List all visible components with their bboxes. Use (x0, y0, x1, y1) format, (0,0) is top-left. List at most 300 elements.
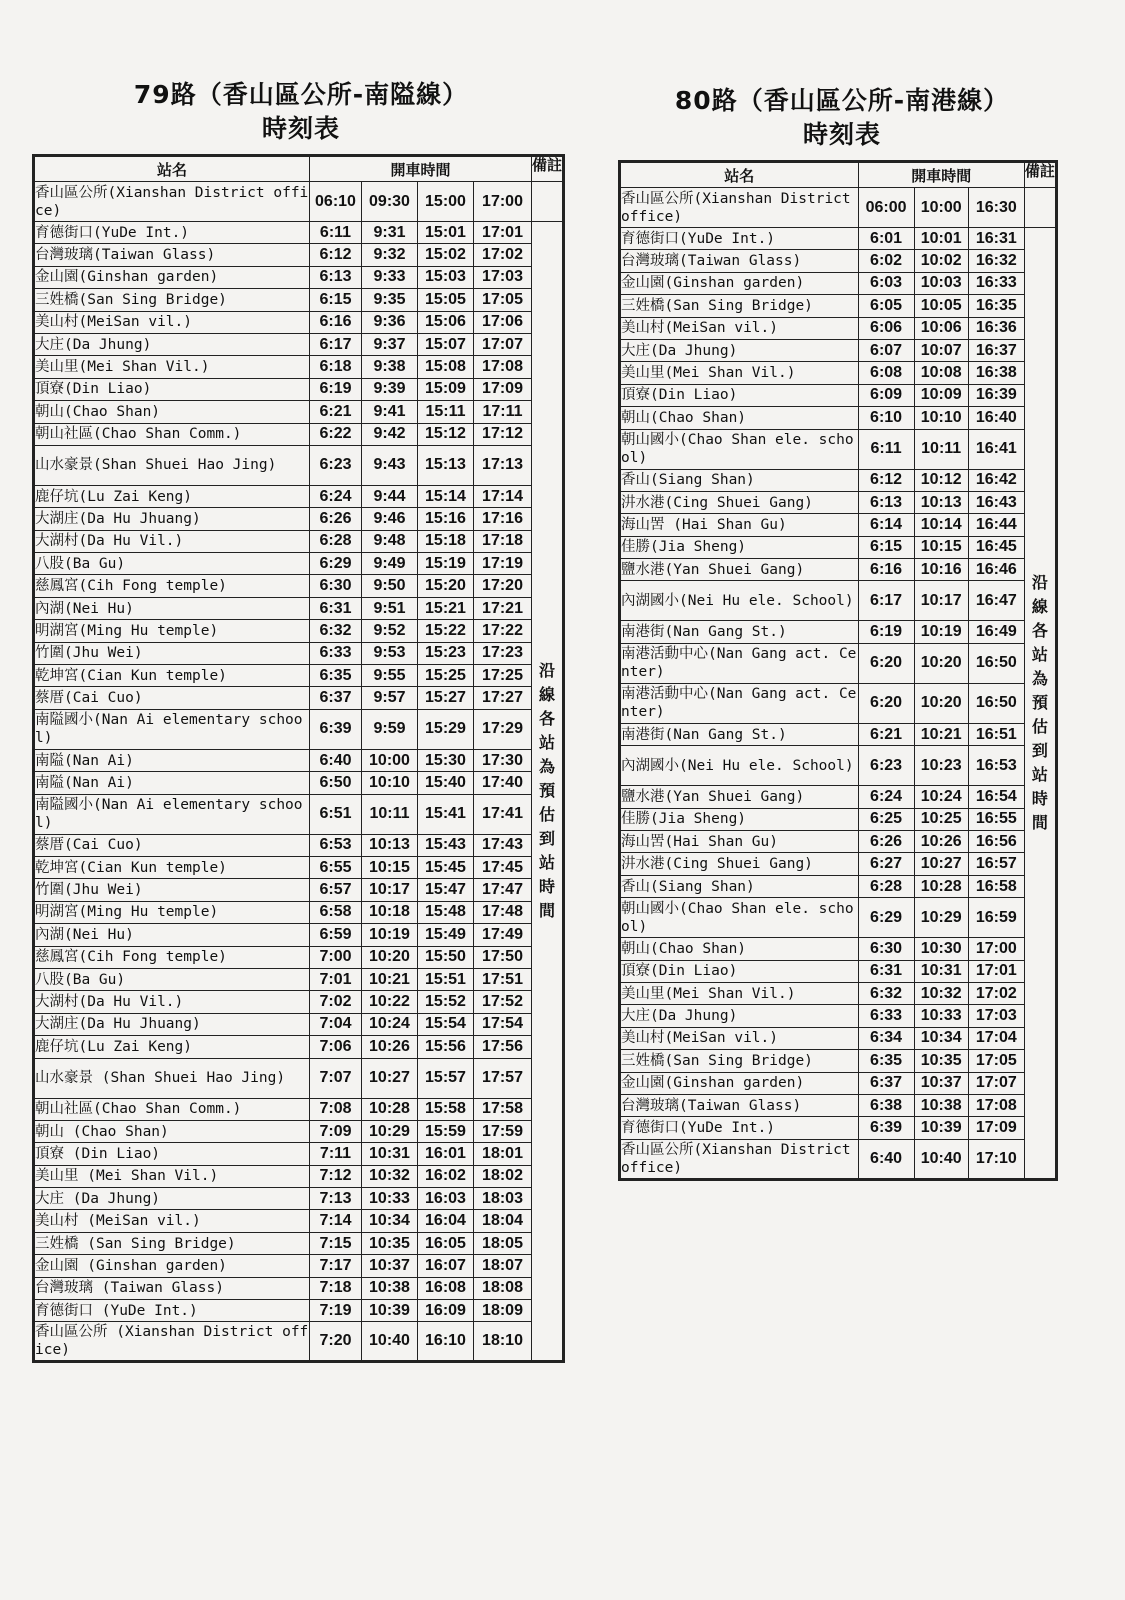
departure-time: 10:13 (914, 491, 968, 513)
departure-time: 7:17 (310, 1255, 362, 1277)
route79-timetable (32, 154, 565, 1363)
departure-time: 6:35 (310, 665, 362, 687)
departure-time: 10:28 (914, 875, 968, 897)
departure-time: 10:29 (914, 898, 968, 938)
departure-time: 17:45 (474, 856, 532, 878)
departure-time: 10:35 (914, 1050, 968, 1072)
timetable-row (620, 1027, 1057, 1049)
departure-time: 15:27 (418, 687, 474, 709)
departure-time: 15:43 (418, 834, 474, 856)
departure-time: 16:09 (418, 1300, 474, 1322)
departure-time: 10:39 (362, 1300, 418, 1322)
departure-time: 15:05 (418, 289, 474, 311)
departure-time: 17:05 (474, 289, 532, 311)
departure-time: 18:01 (474, 1143, 532, 1165)
timetable-row (34, 1300, 564, 1322)
departure-time: 16:33 (968, 272, 1024, 294)
departure-time: 15:08 (418, 356, 474, 378)
departure-time: 6:19 (310, 378, 362, 400)
timetable-row (620, 362, 1057, 384)
departure-time: 16:36 (968, 317, 1024, 339)
departure-time: 10:35 (362, 1232, 418, 1254)
departure-time: 10:24 (362, 1013, 418, 1035)
departure-time: 6:37 (858, 1072, 914, 1094)
departure-time: 16:59 (968, 898, 1024, 938)
station-name: 香山(Siang Shan) (620, 469, 859, 491)
departure-time: 6:31 (310, 597, 362, 619)
departure-time: 10:19 (362, 924, 418, 946)
departure-time: 17:40 (474, 772, 532, 794)
departure-time: 10:31 (362, 1143, 418, 1165)
departure-time: 6:53 (310, 834, 362, 856)
departure-time: 10:21 (362, 968, 418, 990)
departure-time: 6:09 (858, 384, 914, 406)
departure-time: 6:57 (310, 879, 362, 901)
departure-time: 17:21 (474, 597, 532, 619)
departure-time: 17:59 (474, 1120, 532, 1142)
station-name: 朝山國小(Chao Shan ele. school) (620, 898, 859, 938)
departure-time: 6:23 (858, 746, 914, 786)
departure-time: 7:11 (310, 1143, 362, 1165)
station-name: 明湖宮(Ming Hu temple) (34, 620, 310, 642)
departure-time: 17:02 (968, 982, 1024, 1004)
departure-time: 16:32 (968, 250, 1024, 272)
station-name: 大湖村(Da Hu Vil.) (34, 991, 310, 1013)
departure-time: 16:46 (968, 559, 1024, 581)
note-text: 沿線各站為預估到站時間 (1031, 572, 1048, 832)
departure-time: 7:14 (310, 1210, 362, 1232)
timetable-row (620, 272, 1057, 294)
departure-time: 15:59 (418, 1120, 474, 1142)
departure-time: 15:22 (418, 620, 474, 642)
departure-time: 16:47 (968, 581, 1024, 621)
departure-time: 16:43 (968, 491, 1024, 513)
departure-time: 17:00 (968, 938, 1024, 960)
timetable-row (34, 222, 564, 244)
station-name: 鹽水港(Yan Shuei Gang) (620, 786, 859, 808)
station-name: 金山園 (Ginshan garden) (34, 1255, 310, 1277)
departure-time: 16:50 (968, 683, 1024, 723)
station-name: 香山區公所(Xianshan District office) (620, 1139, 859, 1179)
departure-time: 17:14 (474, 485, 532, 507)
departure-time: 15:47 (418, 879, 474, 901)
departure-time: 16:41 (968, 429, 1024, 469)
station-name: 頂寮(Din Liao) (620, 384, 859, 406)
timetable-row (620, 317, 1057, 339)
timetable-row (34, 485, 564, 507)
departure-time: 6:20 (858, 683, 914, 723)
timetable-row (620, 938, 1057, 960)
station-name: 金山園(Ginshan garden) (620, 272, 859, 294)
station-name: 鹿仔坑(Lu Zai Keng) (34, 1036, 310, 1058)
station-name: 香山區公所(Xianshan District office) (34, 182, 310, 222)
departure-time: 10:10 (362, 772, 418, 794)
station-name: 美山里 (Mei Shan Vil.) (34, 1165, 310, 1187)
departure-time: 16:42 (968, 469, 1024, 491)
timetable-row (34, 289, 564, 311)
timetable-row (34, 749, 564, 771)
departure-time: 9:52 (362, 620, 418, 642)
station-name: 南港活動中心(Nan Gang act. Center) (620, 643, 859, 683)
departure-time: 7:15 (310, 1232, 362, 1254)
timetable-row (620, 536, 1057, 558)
station-name: 美山村(MeiSan vil.) (34, 311, 310, 333)
timetable-row (34, 687, 564, 709)
station-name: 頂寮(Din Liao) (620, 960, 859, 982)
departure-time: 10:00 (362, 749, 418, 771)
departure-time: 6:10 (858, 407, 914, 429)
departure-time: 6:26 (858, 831, 914, 853)
timetable-row (620, 683, 1057, 723)
departure-time: 7:04 (310, 1013, 362, 1035)
departure-time: 16:51 (968, 723, 1024, 745)
departure-time: 17:04 (968, 1027, 1024, 1049)
departure-time: 10:01 (914, 228, 968, 250)
departure-time: 10:11 (914, 429, 968, 469)
station-name: 育德街口 (YuDe Int.) (34, 1300, 310, 1322)
station-name: 育德街口(YuDe Int.) (620, 1117, 859, 1139)
station-name: 美山里(Mei Shan Vil.) (620, 362, 859, 384)
station-name: 明湖宮(Ming Hu temple) (34, 901, 310, 923)
timetable-row (34, 642, 564, 664)
departure-time: 9:37 (362, 333, 418, 355)
departure-time: 9:39 (362, 378, 418, 400)
station-name: 南港街(Nan Gang St.) (620, 723, 859, 745)
departure-time: 10:24 (914, 786, 968, 808)
departure-time: 17:27 (474, 687, 532, 709)
timetable-row (620, 621, 1057, 643)
departure-time: 10:07 (914, 339, 968, 361)
departure-time: 6:17 (858, 581, 914, 621)
timetable-row (620, 514, 1057, 536)
timetable-row (34, 901, 564, 923)
departure-time: 17:51 (474, 968, 532, 990)
note-text: 沿線各站為預估到站時間 (539, 661, 556, 921)
timetable-row (34, 946, 564, 968)
timetable-row (620, 1005, 1057, 1027)
timetable-row (620, 228, 1057, 250)
departure-time: 6:35 (858, 1050, 914, 1072)
station-name: 南隘國小(Nan Ai elementary school) (34, 709, 310, 749)
station-name: 金山園(Ginshan garden) (620, 1072, 859, 1094)
timetable-row (34, 553, 564, 575)
departure-time: 16:40 (968, 407, 1024, 429)
departure-time: 6:59 (310, 924, 362, 946)
timetable-row (620, 960, 1057, 982)
station-name: 慈鳳宮(Cih Fong temple) (34, 575, 310, 597)
departure-time: 18:05 (474, 1232, 532, 1254)
departure-time: 6:15 (310, 289, 362, 311)
station-name: 朝山(Chao Shan) (620, 938, 859, 960)
departure-time: 10:40 (362, 1322, 418, 1362)
departure-time: 10:28 (362, 1098, 418, 1120)
timetable-row (34, 1120, 564, 1142)
departure-time: 9:51 (362, 597, 418, 619)
departure-time: 9:36 (362, 311, 418, 333)
departure-time: 10:23 (914, 746, 968, 786)
station-name: 大湖庄(Da Hu Jhuang) (34, 1013, 310, 1035)
departure-time: 16:08 (418, 1277, 474, 1299)
station-name: 竹圍(Jhu Wei) (34, 879, 310, 901)
station-name: 南隘(Nan Ai) (34, 772, 310, 794)
departure-time: 10:37 (362, 1255, 418, 1277)
departure-time: 6:28 (858, 875, 914, 897)
departure-time: 10:10 (914, 407, 968, 429)
departure-time: 17:25 (474, 665, 532, 687)
route80-subtitle: 時刻表 (802, 120, 881, 149)
departure-time: 10:33 (362, 1188, 418, 1210)
departure-time: 17:10 (968, 1139, 1024, 1179)
departure-time: 9:53 (362, 642, 418, 664)
timetable-row (620, 1072, 1057, 1094)
timetable-row (34, 1143, 564, 1165)
station-name: 朝山(Chao Shan) (34, 401, 310, 423)
departure-time: 17:58 (474, 1098, 532, 1120)
station-name: 內湖(Nei Hu) (34, 597, 310, 619)
departure-time: 15:51 (418, 968, 474, 990)
departure-time: 17:52 (474, 991, 532, 1013)
timetable-row (620, 429, 1057, 469)
route80-title-block (618, 84, 1066, 152)
departure-time: 15:06 (418, 311, 474, 333)
station-name: 竹圍(Jhu Wei) (34, 642, 310, 664)
departure-time: 15:01 (418, 222, 474, 244)
departure-time: 6:15 (858, 536, 914, 558)
departure-time: 15:40 (418, 772, 474, 794)
departure-time: 6:31 (858, 960, 914, 982)
departure-time: 9:32 (362, 244, 418, 266)
departure-time: 10:27 (362, 1058, 418, 1098)
departure-time: 7:13 (310, 1188, 362, 1210)
timetable-row (620, 491, 1057, 513)
departure-time: 9:59 (362, 709, 418, 749)
departure-time: 10:16 (914, 559, 968, 581)
departure-time: 6:29 (310, 553, 362, 575)
departure-time: 10:29 (362, 1120, 418, 1142)
estimated-arrival-note (1024, 228, 1056, 1180)
departure-time: 18:04 (474, 1210, 532, 1232)
departure-time: 15:16 (418, 508, 474, 530)
station-name: 朝山國小(Chao Shan ele. school) (620, 429, 859, 469)
departure-time: 15:48 (418, 901, 474, 923)
departure-time: 17:06 (474, 311, 532, 333)
departure-time: 9:41 (362, 401, 418, 423)
departure-time: 6:12 (858, 469, 914, 491)
timetable-row (34, 244, 564, 266)
departure-time: 16:05 (418, 1232, 474, 1254)
departure-time: 16:02 (418, 1165, 474, 1187)
departure-time: 10:32 (914, 982, 968, 1004)
departure-time: 17:30 (474, 749, 532, 771)
departure-time: 16:04 (418, 1210, 474, 1232)
departure-time: 6:20 (858, 643, 914, 683)
departure-time: 6:39 (310, 709, 362, 749)
station-name: 八股(Ba Gu) (34, 968, 310, 990)
station-name: 大湖村(Da Hu Vil.) (34, 530, 310, 552)
station-name: 台灣玻璃 (Taiwan Glass) (34, 1277, 310, 1299)
departure-time: 17:03 (968, 1005, 1024, 1027)
departure-time: 6:13 (858, 491, 914, 513)
departure-time: 7:06 (310, 1036, 362, 1058)
note-header: 備註 (532, 156, 564, 182)
departure-time: 6:33 (310, 642, 362, 664)
station-name: 鹿仔坑(Lu Zai Keng) (34, 485, 310, 507)
timetable-row (34, 1036, 564, 1058)
departure-time: 16:37 (968, 339, 1024, 361)
departure-time: 16:10 (418, 1322, 474, 1362)
station-name: 台灣玻璃(Taiwan Glass) (620, 1094, 859, 1116)
departure-time: 10:33 (914, 1005, 968, 1027)
station-name: 蔡厝(Cai Cuo) (34, 687, 310, 709)
route80-title: 80路（香山區公所-南港線） (674, 86, 1010, 115)
departure-time: 15:58 (418, 1098, 474, 1120)
timetable-row (34, 445, 564, 485)
departure-time: 17:12 (474, 423, 532, 445)
departure-time: 16:54 (968, 786, 1024, 808)
departure-time: 17:20 (474, 575, 532, 597)
departure-time: 7:01 (310, 968, 362, 990)
timetable-row (34, 1058, 564, 1098)
departure-time: 6:25 (858, 808, 914, 830)
departure-time-header: 開車時間 (310, 156, 532, 182)
departure-time: 7:08 (310, 1098, 362, 1120)
departure-time: 6:18 (310, 356, 362, 378)
departure-time: 9:31 (362, 222, 418, 244)
departure-time: 15:21 (418, 597, 474, 619)
departure-time: 10:03 (914, 272, 968, 294)
departure-time: 15:13 (418, 445, 474, 485)
departure-time: 10:34 (362, 1210, 418, 1232)
departure-time: 18:03 (474, 1188, 532, 1210)
timetable-row (620, 469, 1057, 491)
timetable-row (620, 1117, 1057, 1139)
departure-time: 15:09 (418, 378, 474, 400)
timetable-row (34, 1013, 564, 1035)
station-name: 汫水港(Cing Shuei Gang) (620, 491, 859, 513)
departure-time: 10:19 (914, 621, 968, 643)
departure-time: 10:25 (914, 808, 968, 830)
note-header: 備註 (1024, 162, 1056, 188)
timetable-row (34, 597, 564, 619)
departure-time: 16:07 (418, 1255, 474, 1277)
departure-time: 16:57 (968, 853, 1024, 875)
station-name: 三姓橋(San Sing Bridge) (620, 295, 859, 317)
departure-time: 10:38 (914, 1094, 968, 1116)
station-header: 站名 (34, 156, 310, 182)
station-name: 朝山(Chao Shan) (620, 407, 859, 429)
departure-time: 9:46 (362, 508, 418, 530)
departure-time: 15:56 (418, 1036, 474, 1058)
timetable-row (34, 924, 564, 946)
station-name: 慈鳳宮(Cih Fong temple) (34, 946, 310, 968)
departure-time: 6:08 (858, 362, 914, 384)
station-name: 南隘(Nan Ai) (34, 749, 310, 771)
departure-time: 15:03 (418, 266, 474, 288)
departure-time: 6:24 (310, 485, 362, 507)
timetable-row (620, 1094, 1057, 1116)
departure-time: 17:00 (474, 182, 532, 222)
timetable-row (34, 1322, 564, 1362)
departure-time: 17:16 (474, 508, 532, 530)
departure-time: 9:44 (362, 485, 418, 507)
departure-time: 9:49 (362, 553, 418, 575)
departure-time: 17:49 (474, 924, 532, 946)
station-name: 台灣玻璃(Taiwan Glass) (620, 250, 859, 272)
departure-time: 6:40 (858, 1139, 914, 1179)
departure-time: 10:17 (914, 581, 968, 621)
station-name: 育德街口(YuDe Int.) (620, 228, 859, 250)
departure-time: 17:47 (474, 879, 532, 901)
departure-time: 16:35 (968, 295, 1024, 317)
departure-time: 10:40 (914, 1139, 968, 1179)
departure-time: 6:02 (858, 250, 914, 272)
departure-time-header: 開車時間 (858, 162, 1024, 188)
departure-time: 17:50 (474, 946, 532, 968)
departure-time: 10:17 (362, 879, 418, 901)
departure-time: 15:12 (418, 423, 474, 445)
departure-time: 17:02 (474, 244, 532, 266)
departure-time: 16:53 (968, 746, 1024, 786)
departure-time: 10:38 (362, 1277, 418, 1299)
departure-time: 17:43 (474, 834, 532, 856)
timetable-row (34, 1165, 564, 1187)
departure-time: 15:20 (418, 575, 474, 597)
departure-time: 6:05 (858, 295, 914, 317)
timetable-row (620, 898, 1057, 938)
departure-time: 15:19 (418, 553, 474, 575)
timetable-row (620, 1139, 1057, 1179)
departure-time: 15:14 (418, 485, 474, 507)
departure-time: 6:24 (858, 786, 914, 808)
timetable-row (34, 1232, 564, 1254)
departure-time: 6:19 (858, 621, 914, 643)
departure-time: 7:07 (310, 1058, 362, 1098)
timetable-row (34, 1277, 564, 1299)
departure-time: 10:11 (362, 794, 418, 834)
departure-time: 6:37 (310, 687, 362, 709)
station-name: 香山(Siang Shan) (620, 875, 859, 897)
departure-time: 17:09 (474, 378, 532, 400)
departure-time: 6:51 (310, 794, 362, 834)
timetable-row (620, 746, 1057, 786)
station-name: 內湖國小(Nei Hu ele. School) (620, 581, 859, 621)
departure-time: 17:01 (474, 222, 532, 244)
departure-time: 6:13 (310, 266, 362, 288)
station-name: 南隘國小(Nan Ai elementary school) (34, 794, 310, 834)
estimated-arrival-note (532, 222, 564, 1362)
departure-time: 6:27 (858, 853, 914, 875)
departure-time: 6:23 (310, 445, 362, 485)
timetable-row (34, 378, 564, 400)
departure-time: 10:27 (914, 853, 968, 875)
route80-panel (618, 84, 1066, 1181)
departure-time: 17:08 (474, 356, 532, 378)
station-name: 鹽水港(Yan Shuei Gang) (620, 559, 859, 581)
departure-time: 15:41 (418, 794, 474, 834)
departure-time: 9:42 (362, 423, 418, 445)
departure-time: 17:07 (474, 333, 532, 355)
route79-title: 79路（香山區公所-南隘線） (133, 80, 469, 109)
departure-time: 6:40 (310, 749, 362, 771)
departure-time: 6:55 (310, 856, 362, 878)
departure-time: 7:18 (310, 1277, 362, 1299)
departure-time: 17:41 (474, 794, 532, 834)
departure-time: 16:49 (968, 621, 1024, 643)
departure-time: 6:39 (858, 1117, 914, 1139)
timetable-row (34, 333, 564, 355)
departure-time: 15:45 (418, 856, 474, 878)
station-name: 佳勝(Jia Sheng) (620, 536, 859, 558)
